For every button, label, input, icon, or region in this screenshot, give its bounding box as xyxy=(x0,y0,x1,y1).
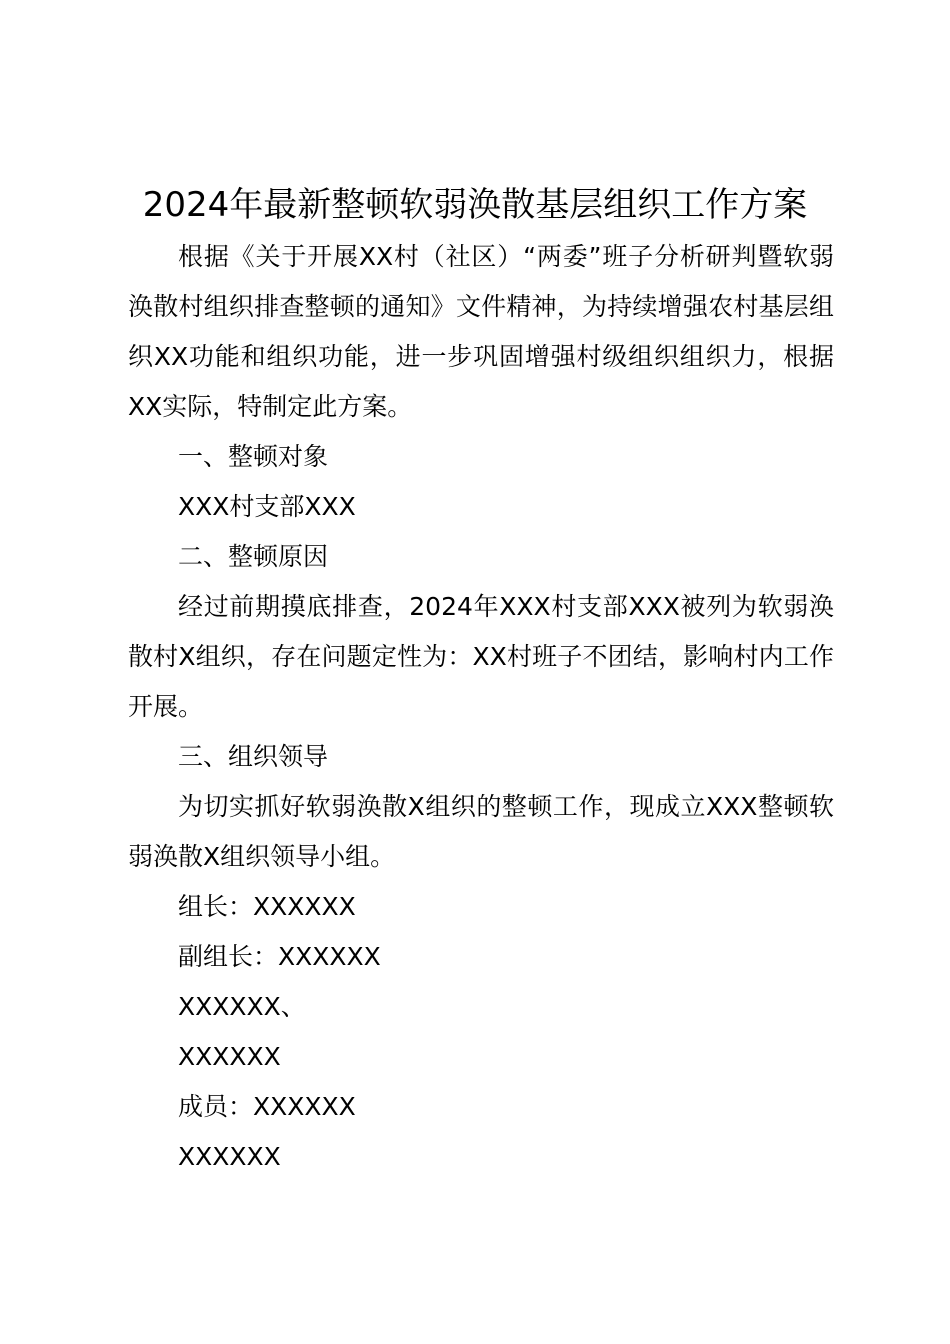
leader-line: 组长：XXXXXX xyxy=(178,892,356,921)
section-1-text: XXX村支部XXX xyxy=(178,492,356,521)
section-3-paragraph: 为切实抓好软弱涣散X组织的整顿工作，现成立XXX整顿软弱涣散X组织领导小组。 xyxy=(128,792,834,871)
document-body xyxy=(128,232,834,1182)
deputy-extra-line-1: XXXXXX、 xyxy=(178,992,306,1021)
section-heading-3: 三、组织领导 xyxy=(178,742,329,771)
intro-paragraph: 根据《关于开展XX村（社区）“两委”班子分析研判暨软弱涣散村组织排查整顿的通知》文件精神，为持续增强农村基层组织XX功能和组织功能，进一步巩固增强村级组织组织力，根据XX实际，特制定此方案。 xyxy=(128,242,834,421)
members-extra-line: XXXXXX xyxy=(178,1142,281,1171)
section-heading-1: 一、整顿对象 xyxy=(178,442,329,471)
document-title: 2024年最新整顿软弱涣散基层组织工作方案 xyxy=(142,185,808,225)
members-line: 成员：XXXXXX xyxy=(178,1092,356,1121)
section-heading-2: 二、整顿原因 xyxy=(178,542,329,571)
deputy-extra-line-2: XXXXXX xyxy=(178,1042,281,1071)
deputy-leader-line: 副组长：XXXXXX xyxy=(178,942,381,971)
section-2-paragraph: 经过前期摸底排查，2024年XXX村支部XXX被列为软弱涣散村X组织，存在问题定性为：XX村班子不团结，影响村内工作开展。 xyxy=(128,592,834,721)
